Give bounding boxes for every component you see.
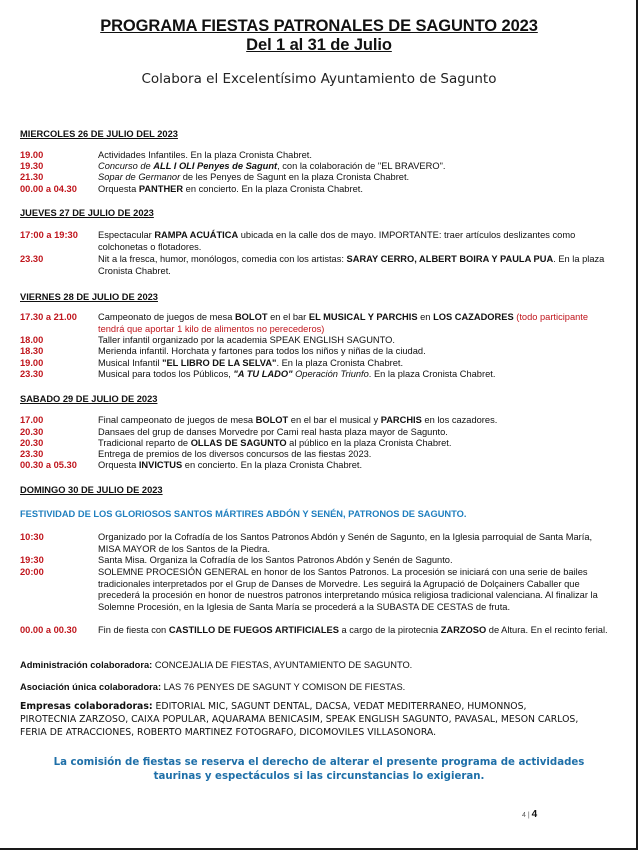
event-text: Concurso de (98, 161, 154, 171)
event-text: en el bar (267, 312, 309, 322)
event-text: Merienda infantil. Horchata y fartones para todos los niños y niñas de la ciudad. (98, 346, 426, 356)
admin-value: CONCEJALIA DE FIESTAS, AYUNTAMIENTO DE SAGUNTO. (152, 660, 413, 670)
event-description (98, 172, 613, 184)
event-description (98, 184, 613, 196)
event-time: 00.30 a 05.30 (20, 460, 77, 470)
event-time: 17.00 (20, 415, 44, 425)
assoc-value: LAS 76 PENYES DE SAGUNT Y COMISON DE FIESTAS. (161, 682, 406, 692)
document-subtitle: Colabora el Excelentísimo Ayuntamiento de Sagunto (141, 71, 497, 87)
assoc-label: Asociación única colaboradora: (20, 682, 162, 692)
event-text: Fin de fiesta con (98, 625, 169, 635)
event-text: de Altura. En el recinto ferial. (486, 625, 608, 635)
event-text: Campeonato de juegos de mesa (98, 312, 235, 322)
event-text: ALL I OLI Penyes de Sagunt (153, 161, 278, 171)
event-text: PANTHER (138, 184, 184, 194)
event-time: 23.30 (20, 449, 44, 459)
event-text: en los cazadores. (421, 415, 498, 425)
disclaimer-line: La comisión de fiestas se reserva el derecho de alterar el presente programa de actividades (53, 757, 585, 768)
event-time: 23.30 (20, 369, 44, 379)
page-number-big: 4 (531, 809, 538, 820)
event-text: . En la plaza Cronista Chabret. (368, 369, 496, 379)
event-text: en concierto. En la plaza Cronista Chabret. (182, 460, 363, 470)
event-time: 19.30 (20, 161, 44, 171)
event-description (98, 150, 613, 162)
event-description (98, 369, 613, 381)
event-text: (todo participante tendrá que aportar 1 kilo de alimentos no perecederos) (98, 312, 589, 334)
event-description (98, 229, 613, 253)
event-time: 10:30 (20, 532, 44, 542)
event-text: "EL LIBRO DE LA SELVA" (162, 358, 277, 368)
event-text: BOLOT (255, 415, 289, 425)
event-time: 19.00 (20, 358, 44, 368)
event-description (98, 346, 613, 358)
event-text: Sopar de Germanor (98, 172, 181, 182)
festividad-banner: FESTIVIDAD DE LOS GLORIOSOS SANTOS MÁRTIRES ABDÓN Y SENÉN, PATRONOS DE SAGUNTO. (20, 509, 467, 519)
event-description (98, 253, 613, 277)
event-time: 18.30 (20, 346, 44, 356)
event-description (98, 449, 613, 461)
event-text: Musical para todos los Públicos, (98, 369, 234, 379)
event-description (98, 438, 613, 450)
event-text: Espectacular (98, 230, 155, 240)
event-text: Musical Infantil (98, 358, 163, 368)
event-text: RAMPA ACUÁTICA (154, 230, 239, 240)
event-description (98, 161, 613, 173)
event-text: , con la colaboración de "EL BRAVERO". (277, 161, 446, 171)
day-heading: VIERNES 28 DE JULIO DE 2023 (20, 292, 158, 302)
event-text: LOS CAZADORES (433, 312, 514, 322)
day-heading: MIERCOLES 26 DE JULIO DEL 2023 (20, 129, 178, 139)
event-text: EL MUSICAL Y PARCHIS (308, 312, 418, 322)
event-description (98, 532, 613, 555)
event-time: 17.30 a 21.00 (20, 312, 77, 322)
page-number-small: 4 (522, 812, 526, 819)
event-text: SARAY CERRO, ALBERT BOIRA Y PAULA PUA (346, 254, 554, 264)
event-text: Dansaes del grup de danses Morvedre por Cami real hasta plaza mayor de Sagunto. (98, 427, 448, 437)
event-description (98, 312, 613, 335)
event-text: Taller infantil organizado por la academia SPEAK ENGLISH SAGUNTO. (98, 335, 395, 345)
event-text: Operación Triunfo (292, 369, 369, 379)
event-description (98, 427, 613, 439)
event-description (98, 415, 613, 427)
event-time: 20.30 (20, 427, 44, 437)
event-text: Organizado por la Cofradía de los Santos Patronos Abdón y Senén de Sagunto, en la Iglesia parroquial de Santa María, MISA MAYOR de los Santos de la Piedra. (98, 532, 593, 554)
document-dates: Del 1 al 31 de Julio (246, 36, 392, 54)
companies-value: EDITORIAL MIC, SAGUNT DENTAL, DACSA, VEDAT MEDITERRANEO, HUMONNOS, PIROTECNIA ZARZOSO, CAIXA POPULAR, AQUARAMA BENICASIM, SPEAK ENGLISH SAGUNTO, PAVASAL, MESON CARLOS, FERIA DE ATRACCIONES, ROBERTO MARTINEZ FOTOGRAFO, DICOMOVILES VILLASONORA. (20, 701, 579, 738)
event-text: en el bar el musical y (288, 415, 381, 425)
event-text: ubicada en la calle dos de mayo. IMPORTANTE: traer artículos deslizantes como colchonetas o flotadores. (98, 230, 576, 252)
event-description (98, 460, 613, 472)
disclaimer-line: taurinas y espectáculos si las circunstancias lo exigieran. (153, 770, 485, 782)
event-text: Orquesta (98, 460, 139, 470)
event-text: Santa Misa. Organiza la Cofradía de los Santos Patronos Abdón y Senén de Sagunto. (98, 555, 453, 565)
event-time: 20.30 (20, 438, 44, 448)
document-title: PROGRAMA FIESTAS PATRONALES DE SAGUNTO 2023 (100, 17, 538, 35)
event-text: PARCHIS (380, 415, 422, 425)
day-heading: SABADO 29 DE JULIO DE 2023 (20, 394, 158, 404)
event-text: . En la plaza Cronista Chabret. (276, 358, 404, 368)
event-text: "A TU LADO" (233, 369, 293, 379)
event-time: 18.00 (20, 335, 44, 345)
event-text: de les Penyes de Sagunt en la plaza Cronista Chabret. (180, 172, 410, 182)
event-text: al público en la plaza Cronista Chabret. (286, 438, 452, 448)
disclaimer (0, 756, 638, 783)
event-time: 23.30 (20, 254, 44, 264)
event-text: Actividades Infantiles. En la plaza Cronista Chabret. (98, 150, 312, 160)
event-text: a cargo de la pirotecnia (338, 625, 441, 635)
day-heading: JUEVES 27 DE JULIO DE 2023 (20, 208, 154, 218)
event-text: Nit a la fresca, humor, monólogos, comedia con los artistas: (98, 254, 347, 264)
assoc-collaborator (20, 682, 580, 694)
event-description (98, 625, 613, 637)
event-time: 17:00 a 19:30 (20, 230, 78, 240)
event-text: ZARZOSO (440, 625, 487, 635)
event-description (98, 358, 613, 370)
event-text: Final campeonato de juegos de mesa (98, 415, 256, 425)
event-description (98, 335, 613, 347)
admin-collaborator (20, 660, 580, 672)
event-time: 19:30 (20, 555, 44, 565)
event-text: SOLEMNE PROCESIÓN GENERAL en honor de los Santos Patronos. La procesión se iniciará con una serie de bailes tradicionales interpretados por el Grup de Danses de Morvedre. Les seguirá la Agrupació de Dolçainers Caballer que precederá la procesión en honor de nuestros patronos interpretando música religiosa tradicional valenciana. Al finalizar la Solemne Procesión, en la Iglesia de Santa María se procederá a la SUBASTA DE CESTAS de fruta. (98, 567, 598, 612)
event-text: CASTILLO DE FUEGOS ARTIFICIALES (168, 625, 339, 635)
event-text: . En la plaza Cronista Chabret. (98, 254, 605, 276)
event-text: Entrega de premios de los diversos concursos de las fiestas 2023. (98, 449, 372, 459)
event-text: OLLAS DE SAGUNTO (190, 438, 287, 448)
company-collaborators (20, 700, 580, 739)
event-time: 00.00 a 00.30 (20, 625, 77, 635)
event-text: INVICTUS (138, 460, 183, 470)
day-heading: DOMINGO 30 DE JULIO DE 2023 (20, 485, 163, 495)
event-description (98, 567, 613, 613)
event-time: 00.00 a 04.30 (20, 184, 77, 194)
event-text: BOLOT (234, 312, 268, 322)
event-text: en concierto. En la plaza Cronista Chabret. (183, 184, 363, 194)
event-time: 19.00 (20, 150, 44, 160)
event-time: 21.30 (20, 172, 44, 182)
event-text: en (417, 312, 434, 322)
page-number (522, 809, 537, 820)
page-number-separator: | (525, 812, 532, 819)
event-time: 20:00 (20, 567, 44, 577)
event-text: Orquesta (98, 184, 139, 194)
companies-label: Empresas colaboradoras: (20, 701, 153, 712)
admin-label: Administración colaboradora: (20, 660, 153, 670)
event-text: Tradicional reparto de (98, 438, 191, 448)
event-description (98, 555, 613, 567)
